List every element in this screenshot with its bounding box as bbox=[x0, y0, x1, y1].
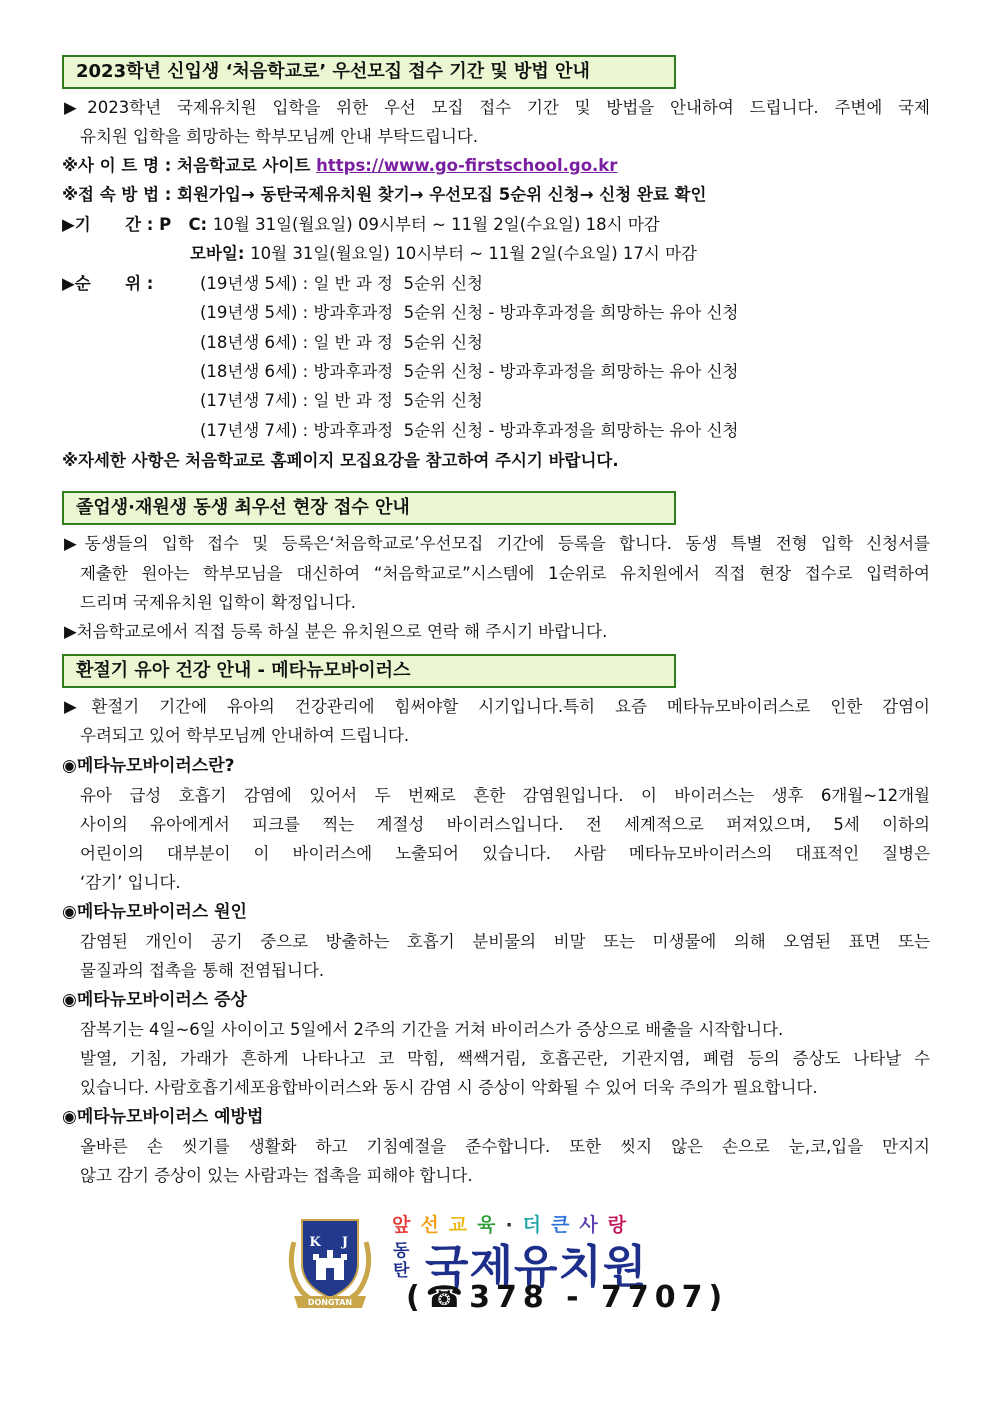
paragraph-line: 있습니다. 사람호흡기세포융합바이러스와 동시 감염 시 증상이 악화될 수 있어 더욱 주의가 필요합니다. bbox=[80, 1078, 818, 1097]
paragraph-line: 사이의 유아에게서 피크를 찍는 계절성 바이러스입니다. 전 세계적으로 퍼져있으며, 5세 이하의 bbox=[80, 815, 930, 834]
paragraph-line: ▶2023학년 국제유치원 입학을 위한 우선 모집 접수 기간 및 방법을 안내하여 드립니다. 주변에 국제 bbox=[64, 98, 930, 117]
paragraph-line: 물질과의 접촉을 통해 전염됩니다. bbox=[80, 961, 325, 980]
subheading: ◉메타뉴모바이러스 예방법 bbox=[62, 1107, 264, 1127]
subheading: ◉메타뉴모바이러스 증상 bbox=[62, 990, 247, 1010]
paragraph-line: ▶처음학교로에서 직접 등록 하실 분은 유치원으로 연락 해 주시기 바랍니다. bbox=[64, 622, 608, 641]
period-mobile: 10월 31일(월요일) 10시부터 ~ 11월 2일(수요일) 17시 마감 bbox=[250, 244, 697, 263]
paragraph-line: 않고 감기 증상이 있는 사람과는 접촉을 피해야 합니다. bbox=[80, 1166, 473, 1185]
phone-number: (☎378 - 7707) bbox=[406, 1280, 729, 1315]
slogan-char: 육 bbox=[477, 1214, 506, 1236]
paragraph-line: 어린이의 대부분이 이 바이러스에 노출되어 있습니다. 사람 메타뉴모바이러스의 대표적인 질병은 bbox=[80, 844, 930, 863]
rank-item: (18년생 6세) : 일 반 과 정 5순위 신청 bbox=[200, 333, 483, 352]
crest-ribbon-text: DONGTAN bbox=[307, 1298, 353, 1307]
slogan-char: · bbox=[505, 1214, 523, 1236]
crest-letter-k: K bbox=[309, 1235, 321, 1250]
access-method: ※접 속 방 법 : 회원가입→ 동탄국제유치원 찾기→ 우선모집 5순위 신청→ 신청 완료 확인 bbox=[62, 185, 707, 204]
note: ※자세한 사항은 처음학교로 홈페이지 모집요강을 참고하여 주시기 바랍니다. bbox=[62, 451, 619, 470]
period-mobile-label: 모바일: bbox=[190, 244, 251, 263]
paragraph-line: 올바른 손 씻기를 생활화 하고 기침예절을 준수합니다. 또한 씻지 않은 손으로 눈,코,입을 만지지 bbox=[80, 1137, 930, 1156]
section-header-health: 환절기 유아 건강 안내 - 메타뉴모바이러스 bbox=[62, 654, 676, 688]
paragraph-line: 감염된 개인이 공기 중으로 방출하는 호흡기 분비물의 비말 또는 미생물에 의해 오염된 표면 또는 bbox=[80, 932, 930, 951]
slogan-char: 선 bbox=[420, 1214, 449, 1236]
section-header-admission: 2023학년 신입생 ‘처음학교로’ 우선모집 접수 기간 및 방법 안내 bbox=[62, 55, 676, 89]
rank-item: (19년생 5세) : 일 반 과 정 5순위 신청 bbox=[200, 274, 483, 293]
paragraph-line: 유치원 입학을 희망하는 학부모님께 안내 부탁드립니다. bbox=[80, 127, 479, 146]
paragraph-line: 유아 급성 호흡기 감염에 있어서 두 번째로 흔한 감염원입니다. 이 바이러스는 생후 6개월~12개월 bbox=[80, 786, 930, 805]
period-row-pc bbox=[62, 214, 660, 236]
slogan-char: 사 bbox=[579, 1214, 608, 1236]
kindergarten-crest-logo bbox=[280, 1212, 380, 1312]
paragraph-line: 우려되고 있어 학부모님께 안내하여 드립니다. bbox=[80, 726, 410, 745]
dongtan-char-1: 동 bbox=[393, 1241, 410, 1261]
paragraph-line: 발열, 기침, 가래가 흔하게 나타나고 코 막힘, 쌕쌕거림, 호흡곤란, 기관지염, 폐렴 등의 증상도 나타날 수 bbox=[80, 1049, 930, 1068]
section-header-siblings: 졸업생·재원생 동생 최우선 현장 접수 안내 bbox=[62, 491, 676, 525]
slogan-char: 큰 bbox=[551, 1214, 580, 1236]
slogan-char: 앞 bbox=[392, 1214, 421, 1236]
rank-item: (17년생 7세) : 일 반 과 정 5순위 신청 bbox=[200, 391, 483, 410]
period-label: ▶기 간 : P C: bbox=[62, 215, 213, 234]
slogan-char: 더 bbox=[522, 1214, 552, 1236]
subheading: ◉메타뉴모바이러스란? bbox=[62, 756, 235, 776]
period-pc: 10월 31일(월요일) 09시부터 ~ 11월 2일(수요일) 18시 마감 bbox=[212, 215, 660, 234]
rank-item: (19년생 5세) : 방과후과정 5순위 신청 - 방과후과정을 희망하는 유아 신청 bbox=[200, 303, 739, 322]
paragraph-line: ‘감기’ 입니다. bbox=[80, 873, 181, 892]
period-row-mobile bbox=[190, 243, 697, 265]
paragraph-line: 드리며 국제유치원 입학이 확정입니다. bbox=[80, 593, 357, 612]
slogan-char: 랑 bbox=[607, 1214, 637, 1236]
dongtan-char-2: 탄 bbox=[393, 1261, 410, 1281]
paragraph-line: 잠복기는 4일~6일 사이이고 5일에서 2주의 기간을 거쳐 바이러스가 증상으로 배출을 시작합니다. bbox=[80, 1020, 784, 1039]
crest-letter-j: J bbox=[341, 1235, 349, 1250]
site-link[interactable]: https://www.go-firstschool.go.kr bbox=[316, 156, 618, 175]
site-row bbox=[62, 155, 617, 177]
subheading: ◉메타뉴모바이러스 원인 bbox=[62, 902, 247, 922]
paragraph-line: 제출한 원아는 학부모님을 대신하여 “처음학교로”시스템에 1순위로 유치원에서 직접 현장 접수로 입력하여 bbox=[80, 564, 930, 583]
rank-item: (18년생 6세) : 방과후과정 5순위 신청 - 방과후과정을 희망하는 유아 신청 bbox=[200, 362, 739, 381]
paragraph-line: ▶동생들의 입학 접수 및 등록은‘처음학교로’우선모집 기간에 등록을 합니다. 동생 특별 전형 입학 신청서를 bbox=[64, 534, 930, 553]
kindergarten-name: 국제유치원 bbox=[425, 1240, 648, 1293]
paragraph-line: ▶환절기 기간에 유아의 건강관리에 힘써야할 시기입니다.특히 요즘 메타뉴모바이러스로 인한 감염이 bbox=[64, 697, 930, 716]
slogan-char: 교 bbox=[448, 1214, 478, 1236]
rank-item: (17년생 7세) : 방과후과정 5순위 신청 - 방과후과정을 희망하는 유아 신청 bbox=[200, 421, 739, 440]
rank-label: ▶순 위 : bbox=[62, 274, 160, 293]
site-label: ※사 이 트 명 : 처음학교로 사이트 bbox=[62, 156, 317, 175]
